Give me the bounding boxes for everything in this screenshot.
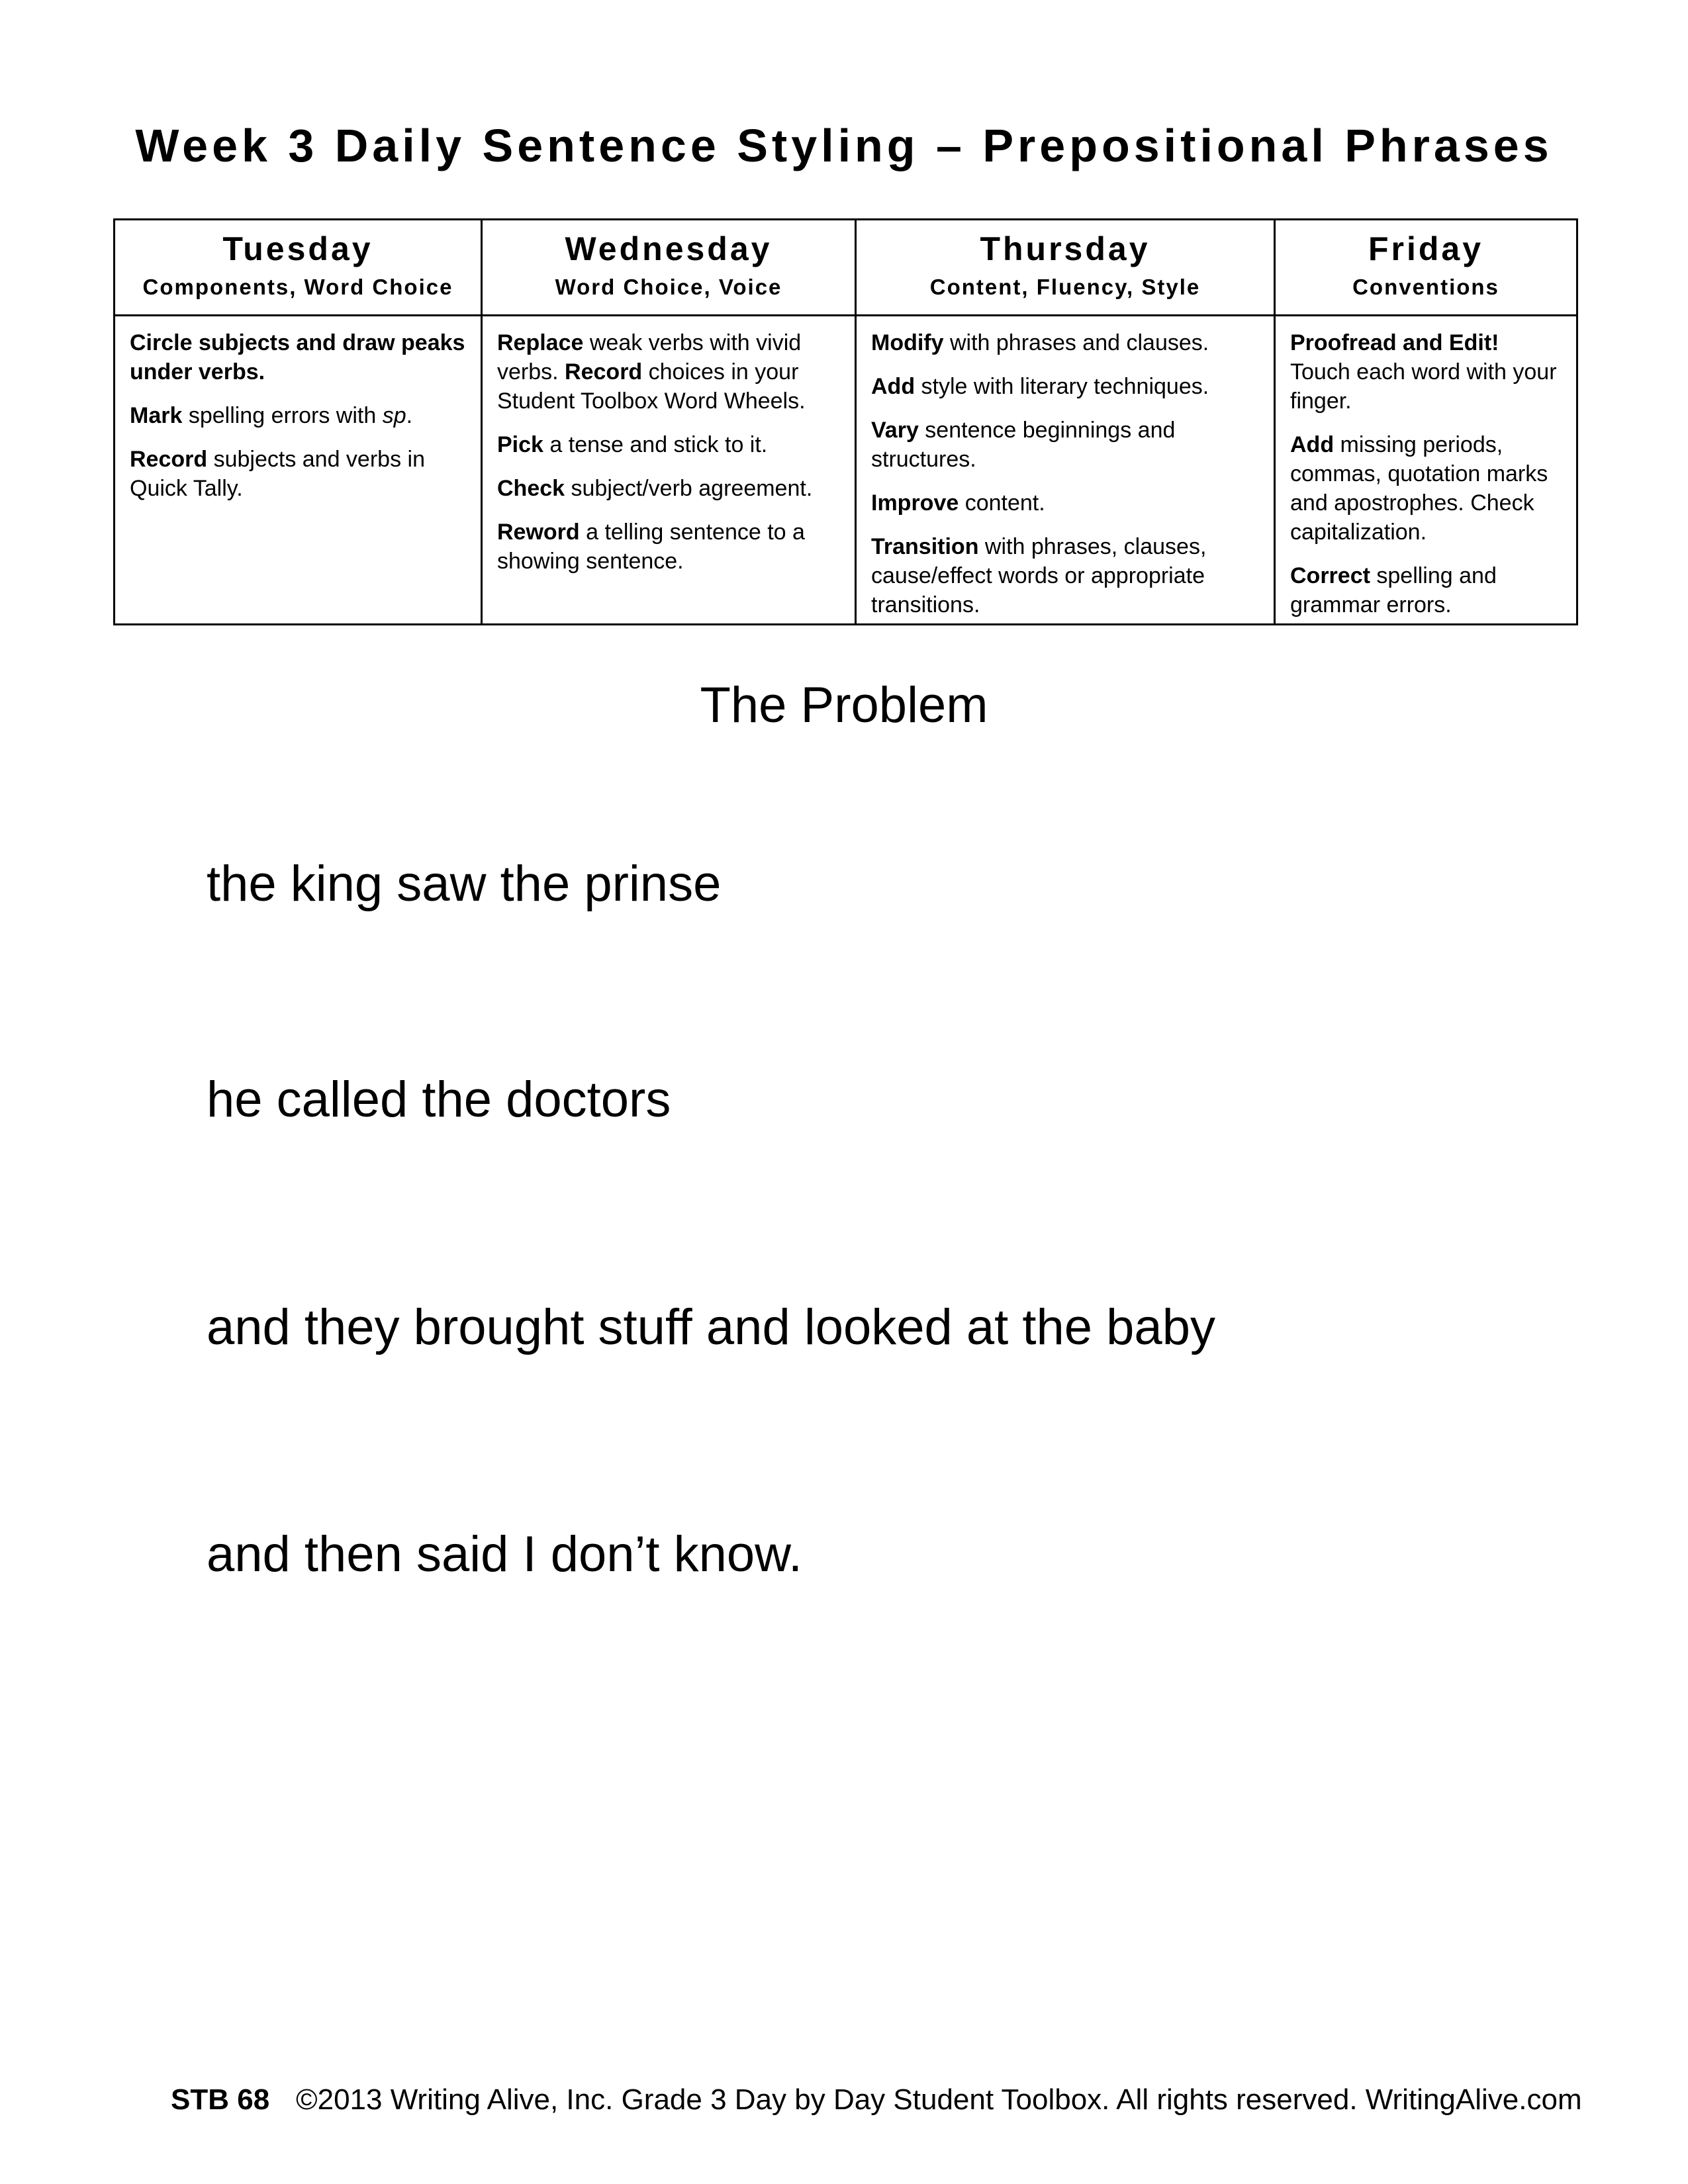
- problem-sentence-1: the king saw the prinse: [207, 856, 722, 912]
- task-item: Add missing periods, commas, quotation marks and apostrophes. Check capitalization.: [1290, 432, 1548, 545]
- table-body-row: [115, 316, 1577, 625]
- wednesday-tasks: [482, 316, 856, 625]
- task-item: Transition with phrases, clauses, cause/effect words or appropriate transitions.: [871, 534, 1207, 617]
- thursday-tasks: [856, 316, 1275, 625]
- column-header-thursday: [856, 220, 1275, 316]
- problem-heading: The Problem: [700, 677, 988, 733]
- page-code: STB 68: [171, 2083, 270, 2116]
- problem-sentence-3: and they brought stuff and looked at the baby: [207, 1299, 1215, 1355]
- column-header-tuesday: [115, 220, 482, 316]
- day-name: Wednesday: [565, 230, 773, 267]
- page-title: Week 3 Daily Sentence Styling – Prepositional Phrases: [135, 120, 1553, 171]
- day-name: Thursday: [980, 230, 1150, 267]
- daily-schedule-table: [113, 218, 1578, 625]
- friday-tasks: [1275, 316, 1577, 625]
- task-item: Improve content.: [871, 490, 1045, 516]
- task-item: Vary sentence beginnings and structures.: [871, 418, 1176, 472]
- page-footer: [171, 2083, 1582, 2116]
- task-item: Correct spelling and grammar errors.: [1290, 563, 1497, 617]
- task-item: Modify with phrases and clauses.: [871, 330, 1209, 355]
- table-header-row: [115, 220, 1577, 316]
- problem-sentence-4: and then said I don’t know.: [207, 1526, 802, 1582]
- problem-sentence-2: he called the doctors: [207, 1071, 671, 1128]
- task-item: Mark spelling errors with sp.: [130, 403, 413, 428]
- task-item: Replace weak verbs with vivid verbs. Record choices in your Student Toolbox Word Wheels.: [497, 330, 806, 414]
- task-item: Record subjects and verbs in Quick Tally.: [130, 447, 425, 501]
- day-name: Friday: [1368, 230, 1484, 267]
- task-item: Proofread and Edit! Touch each word with your finger.: [1290, 330, 1557, 414]
- task-item: Add style with literary techniques.: [871, 374, 1209, 399]
- day-focus: Conventions: [1352, 275, 1499, 299]
- day-focus: Components, Word Choice: [142, 275, 453, 299]
- tuesday-tasks: [115, 316, 482, 625]
- column-header-wednesday: [482, 220, 856, 316]
- column-header-friday: [1275, 220, 1577, 316]
- day-name: Tuesday: [222, 230, 373, 267]
- task-item: Circle subjects and draw peaks under verbs.: [130, 330, 465, 385]
- day-focus: Content, Fluency, Style: [929, 275, 1201, 299]
- copyright-text: ©2013 Writing Alive, Inc. Grade 3 Day by Day Student Toolbox. All rights reserved. WritingAlive.com: [296, 2083, 1582, 2116]
- day-focus: Word Choice, Voice: [555, 275, 782, 299]
- task-item: Pick a tense and stick to it.: [497, 432, 768, 457]
- task-item: Check subject/verb agreement.: [497, 476, 813, 501]
- task-item: Reword a telling sentence to a showing sentence.: [497, 520, 805, 574]
